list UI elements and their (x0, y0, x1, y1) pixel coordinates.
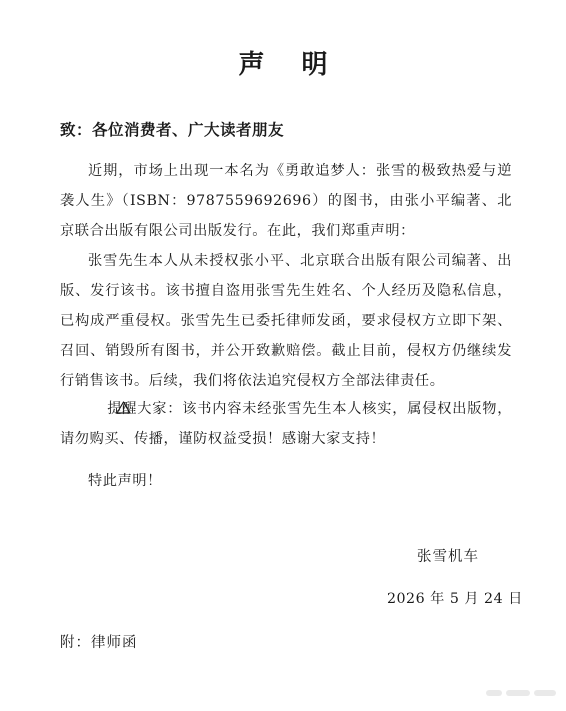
warning-triangle-icon (88, 395, 103, 408)
attachment-note: 附：律师函 (60, 635, 138, 651)
statement-date: 2026 年 5 月 24 日 (387, 591, 523, 607)
paragraph-closing: 特此声明！ (88, 473, 162, 489)
paragraph-reminder (60, 394, 512, 454)
paragraph-infringement: 张雪先生本人从未授权张小平、北京联合出版有限公司编著、出版、发行该书。该书擅自盗用张雪先生姓名、个人经历及隐私信息，已构成严重侵权。张雪先生已委托律师发函，要求侵权方立即下架、召回、销毁所有图书，并公开致歉赔偿。截止目前，侵权方仍继续发行销售该书。后续，我们将依法追究侵权方全部法律责任。 (60, 253, 512, 389)
signature: 张雪机车 (417, 549, 479, 565)
paragraph-intro: 近期，市场上出现一本名为《勇敢追梦人：张雪的极致热爱与逆袭人生》（ISBN：9787559692696）的图书，由张小平编著、北京联合出版有限公司出版发行。在此，我们郑重声明： (60, 163, 512, 239)
reminder-text: 提醒大家：该书内容未经张雪先生本人核实，属侵权出版物，请勿购买、传播，谨防权益受损！感谢大家支持！ (60, 401, 512, 447)
watermark-mark (486, 687, 556, 699)
document-title: 声 明 (238, 50, 342, 80)
greeting-line: 致：各位消费者、广大读者朋友 (60, 120, 285, 139)
